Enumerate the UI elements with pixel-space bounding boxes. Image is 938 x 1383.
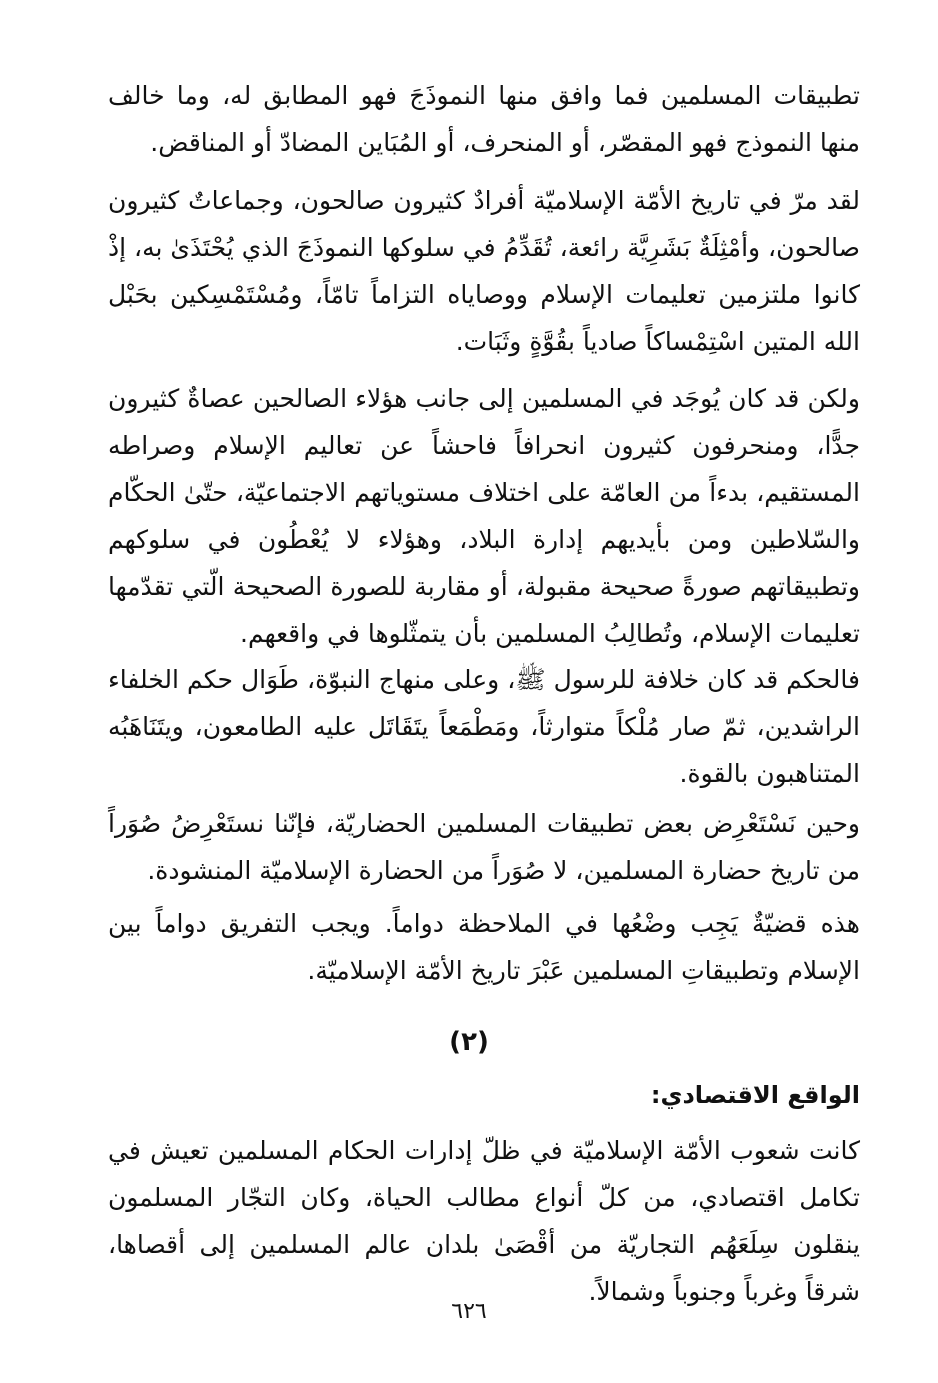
paragraph-deviants: ولكن قد كان يُوجَد في المسلمين إلى جانب هؤلاء الصالحين عصاةٌ كثيرون جدًّا، ومنحرفون كثيرون انحرافاً فاحشاً عن تعاليم الإسلام وصراطه المستقيم، بدءاً من العامّة على اختلاف مستوياتهم الاجتماعيّة، حتّىٰ الحكّام والسّلاطين ومن بأيديهم إدارة البلاد، وهؤلاء لا يُعْطُون في سلوكهم وتطبيقاتهم صورةً صحيحة مقبولة، أو مقاربة للصورة الصحيحة الّتي تقدّمها تعليمات الإسلام، وتُطالِبُ المسلمين بأن يتمثّلوها في واقعهم. — [108, 384, 860, 648]
paragraph-civilization-review: وحين نَسْتَعْرِض بعض تطبيقات المسلمين الحضاريّة، فإنّنا نستَعْرِضُ صُوَراً من تاريخ حضارة المسلمين، لا صُوَراً من الحضارة الإسلاميّة المنشودة. — [108, 809, 860, 885]
paragraph-models-comparison: تطبيقات المسلمين فما وافق منها النموذَجَ فهو المطابق له، وما خالف منها النموذج فهو المقصّر، أو المنحرف، أو المُبَاين المضادّ أو المناقض. — [108, 81, 860, 157]
page-number: ٦٢٦ — [451, 1299, 487, 1324]
section-heading: الواقع الاقتصادي: — [650, 1081, 860, 1109]
paragraph-caliphate: فالحكم قد كان خلافة للرسول ﷺ، وعلى منهاج النبوّة، طَوَال حكم الخلفاء الراشدين، ثمّ صار مُلْكاً متوارثاً، ومَطْمَعاً يتَقَاتَل عليه الطامعون، ويتَنَاهَبُه المتناهبون بالقوة. — [108, 665, 860, 788]
paragraph-distinction: هذه قضيّةٌ يَجِب وضْعُها في الملاحظة دواماً. ويجب التفريق دواماً بين الإسلام وتطبيقاتِ المسلمين عَبْرَ تاريخ الأمّة الإسلاميّة. — [108, 909, 860, 985]
paragraph-righteous-people: لقد مرّ في تاريخ الأمّة الإسلاميّة أفرادٌ كثيرون صالحون، وجماعاتٌ كثيرون صالحون، وأمْثِلَةٌ بَشَرِيَّة رائعة، تُقَدِّمُ في سلوكها النموذَجَ الذي يُحْتَذَىٰ به، إذْ كانوا ملتزمين تعليمات الإسلام ووصاياه التزاماً تامّاً، ومُسْتَمْسِكين بحَبْل الله المتين اسْتِمْساكاً صادياً بقُوَّةٍ وثَبَات. — [108, 186, 860, 356]
section-number: (٢) — [449, 1027, 489, 1057]
paragraph-economic-reality: كانت شعوب الأمّة الإسلاميّة في ظلّ إدارات الحكام المسلمين تعيش في تكامل اقتصادي، من كلّ أنواع مطالب الحياة، وكان التجّار المسلمون ينقلون سِلَعَهُم التجاريّة من أقْصَىٰ بلدان عالم المسلمين إلى أقصاها، شرقاً وغرباً وجنوباً وشمالاً. — [108, 1136, 860, 1306]
